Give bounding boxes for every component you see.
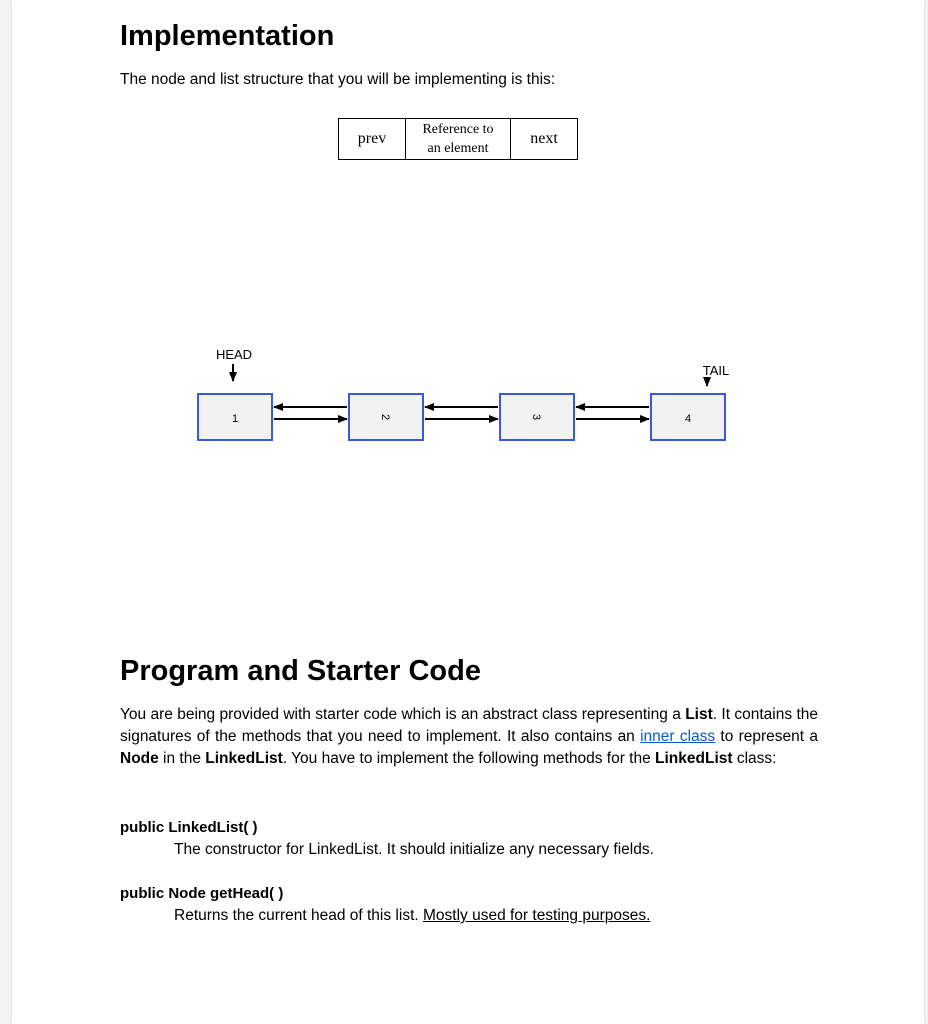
desc-text-4: in the [158, 750, 206, 767]
reference-line-1: Reference to [422, 122, 494, 137]
method-description-gethead [174, 907, 650, 925]
desc-text-3: to represent a [715, 728, 818, 745]
desc-text-6: class: [732, 750, 777, 767]
method-signature-gethead: public Node getHead( ) [120, 885, 284, 902]
list-node [651, 394, 725, 440]
desc-bold-node: Node [120, 750, 159, 767]
desc-text-5: . You have to implement the following methods for the [282, 750, 656, 767]
list-node [349, 394, 423, 440]
list-node [500, 394, 574, 440]
tail-label: TAIL [702, 363, 730, 378]
node-next-field: next [511, 119, 578, 160]
node-prev-field: prev [339, 119, 406, 160]
desc-text-2: . It contains the signatures of the methods that you need to implement. It also contains an [120, 706, 818, 745]
implementation-intro: The node and list structure that you will be implementing is this: [120, 71, 556, 88]
list-links [274, 407, 649, 419]
implementation-heading: Implementation [120, 20, 335, 52]
method-description-constructor [174, 841, 654, 859]
reference-line-2: an element [427, 141, 489, 156]
program-heading: Program and Starter Code [120, 655, 481, 687]
head-label: HEAD [215, 347, 253, 362]
gethead-desc-text: Returns the current head of this list. [174, 907, 423, 924]
list-node-label: 3 [530, 413, 542, 421]
list-node-label: 4 [684, 413, 692, 425]
gethead-desc-underlined: Mostly used for testing purposes. [422, 907, 651, 924]
list-node-label: 1 [231, 413, 239, 425]
method-signature-constructor: public LinkedList( ) [120, 819, 258, 836]
program-description [120, 704, 818, 770]
desc-bold-list: List [685, 706, 713, 723]
desc-bold-linkedlist: LinkedList [205, 750, 283, 767]
list-node [198, 394, 272, 440]
constructor-desc-text: The constructor for LinkedList. It should initialize any necessary fields. [174, 841, 654, 858]
inner-class-link[interactable]: inner class [640, 728, 716, 745]
desc-bold-linkedlist-2: LinkedList [655, 750, 733, 767]
list-nodes [198, 394, 725, 440]
list-node-label: 2 [379, 413, 391, 421]
document-page [12, 0, 924, 1024]
desc-text-1: You are being provided with starter code which is an abstract class representing a [120, 706, 686, 723]
linked-list-diagram [12, 0, 924, 480]
